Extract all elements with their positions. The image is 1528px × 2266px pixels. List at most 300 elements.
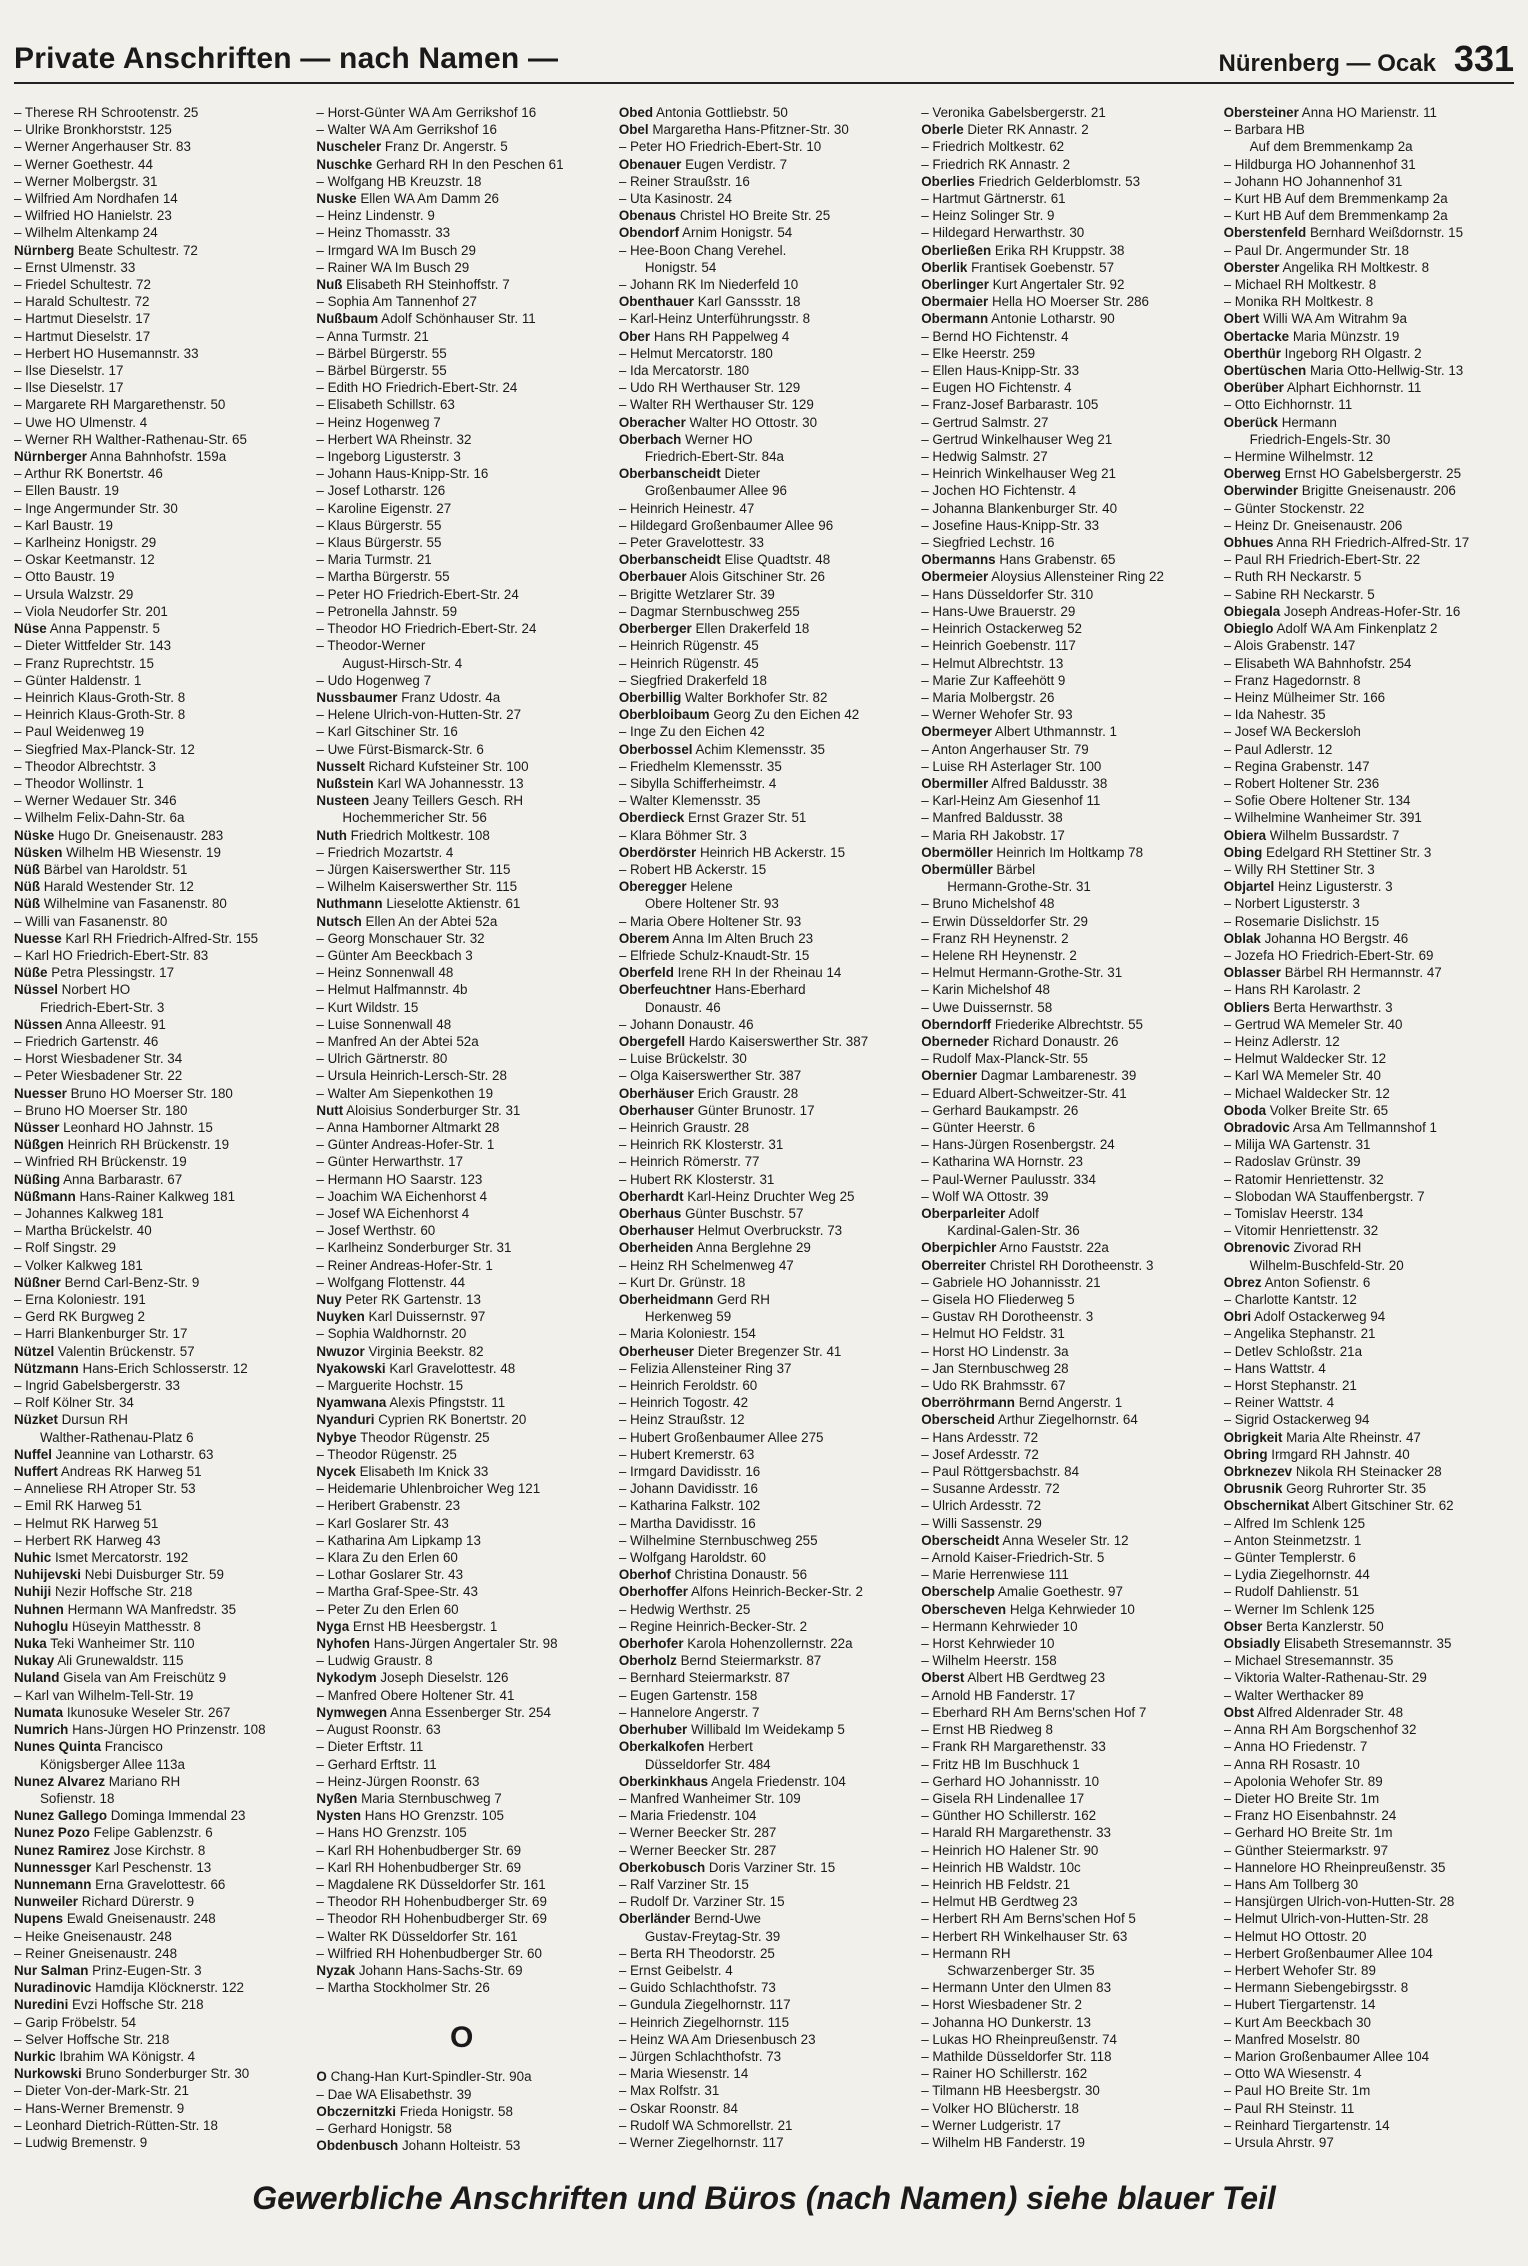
entry-text: – Josef Werthstr. 60: [316, 1223, 436, 1239]
list-item: [1224, 895, 1514, 912]
entry-text: Margaretha Hans-Pfitzner-Str. 30: [652, 122, 849, 138]
surname: Nuthmann: [316, 896, 383, 912]
entry-text: – Herbert Wehofer Str. 89: [1223, 1962, 1376, 1978]
surname: Nunez Alvarez: [14, 1773, 106, 1789]
list-item: [316, 156, 606, 173]
list-item: [921, 1669, 1211, 1686]
entry-text: Karl RH Friedrich-Alfred-Str. 155: [65, 930, 259, 946]
surname: Obermann: [921, 311, 989, 327]
surname: Obergefell: [618, 1033, 686, 1049]
list-item: [921, 2134, 1211, 2151]
list-item: [921, 809, 1211, 826]
list-item: [316, 1325, 606, 1342]
list-item: [1224, 534, 1514, 551]
surname: Oberkalkofen: [618, 1739, 705, 1755]
entry-text: – Robert Holtener Str. 236: [1223, 775, 1380, 791]
surname: Obenthauer: [618, 294, 694, 310]
list-item: [14, 1549, 304, 1566]
entry-text: – Anna Hamborner Altmarkt 28: [316, 1119, 500, 1135]
entry-text: – Heinrich Goebenstr. 117: [921, 638, 1076, 654]
list-item: [921, 1652, 1211, 1669]
entry-text: – Ludwig Graustr. 8: [316, 1653, 433, 1669]
list-item: [619, 1050, 909, 1067]
entry-text: – Herbert RH Am Berns'schen Hof 5: [921, 1911, 1136, 1927]
entry-text: Elise Quadtstr. 48: [724, 552, 831, 568]
list-item: [1224, 913, 1514, 930]
list-item: [921, 1824, 1211, 1841]
list-item: [1224, 999, 1514, 1016]
entry-text: – Gabriele HO Johannisstr. 21: [921, 1274, 1101, 1290]
entry-text: Alexis Pfingststr. 11: [389, 1395, 506, 1411]
entry-text: Richard Kufsteiner Str. 100: [368, 758, 529, 774]
surname: Oblasser: [1223, 965, 1281, 981]
list-item: [14, 1962, 304, 1979]
surname: Obertüschen: [1223, 363, 1307, 379]
list-item: [921, 637, 1211, 654]
entry-text: – Karl RH Hohenbudberger Str. 69: [316, 1842, 522, 1858]
list-item: [619, 999, 909, 1016]
entry-text: – Uta Kasinostr. 24: [618, 191, 732, 207]
entry-text: – Anneliese RH Atroper Str. 53: [14, 1481, 196, 1497]
surname: Nüß: [14, 879, 41, 895]
list-item: [316, 1343, 606, 1360]
entry-text: Bruno HO Moerser Str. 180: [70, 1085, 233, 1101]
entry-text: – Josef Lotharstr. 126: [316, 483, 446, 499]
entry-text: – Reinhard Tiergartenstr. 14: [1223, 2117, 1390, 2133]
entry-text: Anna HO Marienstr. 11: [1301, 105, 1437, 120]
list-item: [921, 706, 1211, 723]
entry-text: – Ulrich Ardesstr. 72: [921, 1498, 1042, 1514]
entry-text: Heinz Ligusterstr. 3: [1277, 879, 1393, 895]
list-item: [1224, 1136, 1514, 1153]
entry-text: Kardinal-Galen-Str. 36: [947, 1223, 1080, 1239]
list-item: [316, 930, 606, 947]
entry-text: – Lydia Ziegelhornstr. 44: [1223, 1567, 1370, 1583]
list-item: [1224, 1239, 1514, 1256]
list-item: [316, 1807, 606, 1824]
entry-text: – Arthur RK Bonertstr. 46: [14, 466, 163, 482]
list-item: [619, 1171, 909, 1188]
list-item: [619, 1532, 909, 1549]
list-item: [316, 414, 606, 431]
entry-text: Harald Westender Str. 12: [43, 879, 194, 895]
list-item: [1224, 930, 1514, 947]
list-item: [619, 1566, 909, 1583]
list-item: [14, 2100, 304, 2117]
surname: Nyanduri: [316, 1412, 375, 1428]
entry-text: – Gerhard HO Breite Str. 1m: [1223, 1825, 1393, 1841]
entry-text: – Heinrich HO Halener Str. 90: [921, 1842, 1099, 1858]
entry-text: – Heinz Mülheimer Str. 166: [1223, 689, 1386, 705]
entry-text: Chang-Han Kurt-Spindler-Str. 90a: [330, 2069, 532, 2085]
list-item: [1224, 482, 1514, 499]
list-item: [619, 1928, 909, 1945]
surname: Nunez Gallego: [14, 1808, 108, 1824]
list-item: [316, 878, 606, 895]
list-item: [14, 1136, 304, 1153]
surname: Nüske: [14, 827, 55, 843]
list-item: [1224, 2151, 1514, 2154]
entry-text: Anna Im Alten Bruch 23: [672, 930, 814, 946]
entry-text: – Eugen HO Fichtenstr. 4: [921, 380, 1072, 396]
list-item: [316, 328, 606, 345]
entry-text: Antonie Lotharstr. 90: [991, 311, 1115, 327]
entry-text: Kurt Angertaler Str. 92: [992, 277, 1125, 293]
entry-text: Andreas RK Harweg 51: [60, 1464, 202, 1480]
entry-text: Arnim Honigstr. 54: [682, 225, 793, 241]
list-item: [316, 1257, 606, 1274]
entry-text: Christina Donaustr. 56: [674, 1567, 808, 1583]
list-item: [14, 362, 304, 379]
entry-text: – Eberhard RH Am Berns'schen Hof 7: [921, 1704, 1147, 1720]
entry-text: – Walter RH Werthauser Str. 129: [618, 397, 814, 413]
list-item: [14, 1945, 304, 1962]
entry-text: Ernst HO Gabelsbergerstr. 25: [1284, 466, 1462, 482]
entry-text: – Anna Turmstr. 21: [316, 328, 429, 344]
list-item: [14, 689, 304, 706]
entry-text: – Udo RH Werthauser Str. 129: [618, 380, 801, 396]
entry-text: Erich Graustr. 28: [697, 1085, 799, 1101]
list-item: [921, 465, 1211, 482]
entry-text: – Marie Herrenwiese 111: [921, 1567, 1069, 1583]
list-item: [619, 930, 909, 947]
list-item: [619, 104, 909, 121]
entry-text: – Gustav RH Dorotheenstr. 3: [921, 1309, 1094, 1325]
entry-text: – Elisabeth WA Bahnhofstr. 254: [1223, 655, 1412, 671]
list-item: [316, 1566, 606, 1583]
entry-text: – Karl Baustr. 19: [14, 517, 113, 533]
list-item: [619, 2134, 909, 2151]
entry-text: – Ernst HB Riedweg 8: [921, 1722, 1053, 1738]
list-item: [14, 947, 304, 964]
entry-text: – Ulrike Bronkhorststr. 125: [14, 122, 172, 138]
entry-text: – Horst HO Lindenstr. 3a: [921, 1343, 1069, 1359]
entry-text: – Willi Sassenstr. 29: [921, 1515, 1042, 1531]
entry-text: Christel HO Breite Str. 25: [679, 208, 831, 224]
entry-text: – Kurt HB Auf dem Bremmenkamp 2a: [1223, 191, 1448, 207]
entry-text: – Ingrid Gabelsbergerstr. 33: [14, 1378, 180, 1394]
surname: Oberröhrmann: [921, 1395, 1015, 1411]
list-item: [316, 345, 606, 362]
entry-text: – Johann Donaustr. 46: [618, 1016, 754, 1032]
entry-text: Hans RH Pappelweg 4: [653, 328, 790, 344]
entry-text: – Milija WA Gartenstr. 31: [1223, 1137, 1371, 1153]
list-item: [14, 156, 304, 173]
entry-text: – Oskar Keetmanstr. 12: [14, 552, 155, 568]
list-item: [921, 1429, 1211, 1446]
entry-text: – Siegfried Lechstr. 16: [921, 535, 1055, 551]
entry-text: – Heinrich Heinestr. 47: [618, 500, 755, 516]
list-item: [619, 2031, 909, 2048]
entry-text: Karl WA Johannesstr. 13: [377, 775, 524, 791]
entry-text: Maria Alte Rheinstr. 47: [1286, 1429, 1421, 1445]
entry-text: – Hans RH Karolastr. 2: [1223, 982, 1361, 998]
list-item: [1224, 1067, 1514, 1084]
entry-text: – Hubert Großenbaumer Allee 275: [618, 1429, 824, 1445]
list-item: [921, 568, 1211, 585]
list-item: [1224, 689, 1514, 706]
entry-text: Hamdija Klöcknerstr. 122: [95, 1980, 244, 1996]
list-item: [619, 1515, 909, 1532]
surname: Ober: [618, 328, 651, 344]
entry-text: Obere Holtener Str. 93: [644, 896, 779, 912]
entry-text: – Gertrud Winkelhauser Weg 21: [921, 431, 1113, 447]
surname: Oboda: [1223, 1102, 1267, 1118]
list-item: [619, 827, 909, 844]
list-item: [14, 1463, 304, 1480]
entry-text: Prinz-Eugen-Str. 3: [92, 1962, 202, 1978]
column-1: [14, 104, 304, 2154]
entry-text: Anna Berglehne 29: [696, 1240, 811, 1256]
entry-text: – Regine Heinrich-Becker-Str. 2: [618, 1618, 808, 1634]
surname: Oberberger: [618, 621, 692, 637]
surname: Obschernikat: [1223, 1498, 1310, 1514]
surname: Oberlinger: [921, 277, 989, 293]
entry-text: – August Roonstr. 63: [316, 1722, 441, 1738]
entry-text: – Kurt Am Beeckbach 30: [1223, 2014, 1372, 2030]
list-item: [316, 1669, 606, 1686]
entry-text: Maria Sternbuschweg 7: [361, 1790, 502, 1806]
list-item: [1224, 1343, 1514, 1360]
list-item: [619, 1188, 909, 1205]
list-item: [14, 620, 304, 637]
entry-text: Ernst Grazer Str. 51: [688, 810, 807, 826]
surname: Oberhaus: [618, 1206, 682, 1221]
list-item: [921, 913, 1211, 930]
list-item: [316, 1033, 606, 1050]
list-item: [316, 1859, 606, 1876]
surname: Nüßgen: [14, 1137, 64, 1153]
entry-text: Franz Dr. Angerstr. 5: [384, 139, 508, 155]
entry-text: Hüseyin Matthesstr. 8: [72, 1618, 201, 1634]
list-item: [316, 586, 606, 603]
entry-text: – Dieter Wittfelder Str. 143: [14, 638, 172, 654]
list-item: [14, 2065, 304, 2082]
list-item: [921, 1842, 1211, 1859]
list-item: [14, 1515, 304, 1532]
surname: Oberacher: [618, 414, 686, 430]
list-item: [316, 792, 606, 809]
entry-text: – Franz Hagedornstr. 8: [1223, 672, 1361, 688]
list-item: [316, 2120, 606, 2137]
surname: Oberfeld: [618, 965, 674, 981]
entry-text: – Harri Blankenburger Str. 17: [14, 1326, 188, 1342]
entry-text: – Theodor Rügenstr. 25: [316, 1446, 457, 1462]
entry-text: – Irmgard Davidisstr. 16: [618, 1464, 761, 1480]
list-item: [921, 1016, 1211, 1033]
entry-text: – Guido Schlachthofstr. 73: [618, 1980, 776, 1996]
entry-text: Theodor Rügenstr. 25: [360, 1429, 490, 1445]
entry-text: – Michael RH Moltkestr. 8: [1223, 277, 1377, 293]
entry-text: – Ratomir Henriettenstr. 32: [1223, 1171, 1384, 1187]
entry-text: – Hans Am Tollberg 30: [1223, 1876, 1359, 1892]
entry-text: Karl Duissernstr. 97: [368, 1309, 486, 1325]
entry-text: – Wolfgang Haroldstr. 60: [618, 1550, 766, 1566]
entry-text: Albert Gitschiner Str. 62: [1312, 1498, 1454, 1514]
surname: Obendorf: [618, 225, 680, 241]
list-item: [14, 637, 304, 654]
entry-text: – Luise Sonnenwall 48: [316, 1016, 452, 1032]
list-item: [14, 1343, 304, 1360]
entry-text: Berta Kanzlerstr. 50: [1266, 1618, 1384, 1634]
list-item: [921, 1583, 1211, 1600]
list-item: [316, 1085, 606, 1102]
entry-text: – Uwe HO Ulmenstr. 4: [14, 414, 148, 430]
list-item: [619, 637, 909, 654]
list-item: [1224, 517, 1514, 534]
entry-text: Anna RH Friedrich-Alfred-Str. 17: [1276, 535, 1470, 551]
entry-text: Virginia Beekstr. 82: [368, 1343, 484, 1359]
surname: Nuy: [316, 1292, 342, 1308]
entry-text: – Regina Grabenstr. 147: [1223, 758, 1370, 774]
entry-text: Maria Münzstr. 19: [1292, 328, 1400, 344]
entry-text: – Martha Davidisstr. 16: [618, 1515, 756, 1531]
entry-text: Dominga Immendal 23: [110, 1808, 246, 1824]
list-item: [1224, 1859, 1514, 1876]
list-item: [1224, 1652, 1514, 1669]
entry-text: – Heinrich RK Klosterstr. 31: [618, 1137, 784, 1153]
entry-text: – Georg Monschauer Str. 32: [316, 930, 485, 946]
list-item: [316, 964, 606, 981]
entry-text: – Edith HO Friedrich-Ebert-Str. 24: [316, 380, 518, 396]
surname: Nüß: [14, 861, 41, 877]
entry-text: – Robert HB Ackerstr. 15: [618, 861, 767, 877]
entry-text: – Paul Röttgersbachstr. 84: [921, 1464, 1080, 1480]
entry-text: – Michael Stresemannstr. 35: [1223, 1653, 1394, 1669]
list-item: [316, 1016, 606, 1033]
entry-text: – Werner Im Schlenk 125: [1223, 1601, 1375, 1617]
list-item: [1224, 1721, 1514, 1738]
list-item: [619, 1222, 909, 1239]
list-item: [316, 1635, 606, 1652]
list-item: [921, 1687, 1211, 1704]
entry-text: Friedrich-Ebert-Str. 84a: [644, 449, 784, 465]
list-item: [921, 224, 1211, 241]
list-item: [1224, 2134, 1514, 2151]
list-item: [14, 827, 304, 844]
list-item: [619, 1859, 909, 1876]
entry-text: Sofienstr. 18: [40, 1790, 115, 1806]
entry-text: – Hermann RH: [921, 1945, 1011, 1961]
list-item: [316, 1704, 606, 1721]
surname: Obring: [1223, 1446, 1268, 1462]
entry-text: – Angelika Stephanstr. 21: [1223, 1326, 1376, 1342]
list-item: [1224, 568, 1514, 585]
entry-text: Wilhelm-Buschfeld-Str. 20: [1249, 1257, 1404, 1273]
surname: Nüß: [14, 896, 41, 912]
entry-text: Hans-Rainer Kalkweg 181: [79, 1188, 236, 1204]
list-item: [14, 328, 304, 345]
surname: Nüssen: [14, 1016, 63, 1032]
surname: Nurkic: [14, 2048, 56, 2064]
entry-text: – Olga Kaiserswerther Str. 387: [618, 1068, 802, 1084]
list-item: [316, 293, 606, 310]
entry-text: Wilhelm Bussardstr. 7: [1269, 827, 1400, 843]
entry-text: Ellen Drakerfeld 18: [695, 621, 810, 637]
list-item: [14, 431, 304, 448]
entry-text: Ernst HB Heesbergstr. 1: [352, 1618, 498, 1634]
list-item: [619, 1773, 909, 1790]
surname: Nüßner: [14, 1274, 61, 1290]
entry-text: – Günter Heerstr. 6: [921, 1119, 1036, 1135]
list-item: [1224, 1979, 1514, 1996]
list-item: [921, 173, 1211, 190]
list-item: [921, 1549, 1211, 1566]
entry-text: Hermann: [1281, 414, 1337, 430]
surname: Oberhof: [618, 1567, 671, 1583]
entry-text: – Jürgen Kaiserswerther Str. 115: [316, 861, 511, 877]
list-item: [14, 1067, 304, 1084]
list-item: [14, 1257, 304, 1274]
entry-text: – Hubert RK Klosterstr. 31: [618, 1171, 775, 1187]
list-item: [316, 1721, 606, 1738]
list-item: [316, 259, 606, 276]
entry-text: – Lothar Goslarer Str. 43: [316, 1567, 464, 1583]
surname: Nurkowski: [14, 2066, 82, 2082]
entry-text: Alfred Aldenrader Str. 48: [1257, 1704, 1404, 1720]
entry-text: – Horst Wiesbadener Str. 2: [921, 1997, 1082, 2013]
entry-text: – Wolf WA Ottostr. 39: [921, 1188, 1049, 1204]
list-item: [921, 2048, 1211, 2065]
entry-text: – Norbert Ligusterstr. 3: [1223, 896, 1360, 912]
list-item: [316, 1979, 606, 1996]
list-item: [921, 844, 1211, 861]
entry-text: – Ernst Ulmenstr. 33: [14, 259, 136, 275]
list-item: [14, 1618, 304, 1635]
entry-text: – Karl Goslarer Str. 43: [316, 1515, 449, 1531]
list-item: [921, 775, 1211, 792]
surname: Oberthür: [1223, 345, 1281, 361]
surname: Obertacke: [1223, 328, 1290, 344]
list-item: [1224, 1429, 1514, 1446]
list-item: [921, 1704, 1211, 1721]
list-item: [921, 1067, 1211, 1084]
entry-text: – Heinrich Rügenstr. 45: [618, 638, 759, 654]
entry-text: Ibrahim WA Königstr. 4: [59, 2048, 196, 2064]
surname: Obradovic: [1223, 1119, 1290, 1135]
surname: Oberhoffer: [618, 1584, 689, 1600]
surname: Nuesser: [14, 1085, 67, 1101]
entry-text: – Rudolf Dahlienstr. 51: [1223, 1584, 1360, 1600]
list-item: [1224, 207, 1514, 224]
list-item: [921, 1756, 1211, 1773]
entry-text: – Ellen Haus-Knipp-Str. 33: [921, 363, 1080, 379]
list-item: [921, 723, 1211, 740]
list-item: [1224, 190, 1514, 207]
surname: Obermiller: [921, 775, 989, 791]
list-item: [316, 637, 606, 654]
entry-text: [921, 2152, 1053, 2154]
entry-text: – Detlev Schloßstr. 21a: [1223, 1343, 1363, 1359]
entry-text: – Karlheinz Sonderburger Str. 31: [316, 1240, 512, 1256]
list-item: [1224, 758, 1514, 775]
entry-text: Wilhelm HB Wiesenstr. 19: [66, 844, 221, 860]
entry-text: – Ingeborg Ligusterstr. 3: [316, 449, 461, 465]
list-item: [316, 2086, 606, 2103]
entry-text: Auf dem Bremmenkamp 2a: [1249, 139, 1413, 155]
entry-text: – Heinz WA Am Driesenbusch 23: [618, 2031, 816, 2047]
entry-text: – Katharina Am Lipkamp 13: [316, 1532, 481, 1548]
entry-text: – Michael Waldecker Str. 12: [1223, 1085, 1390, 1101]
entry-text: – Theodor Albrechtstr. 3: [14, 758, 156, 774]
list-item: [1224, 1583, 1514, 1600]
entry-text: Bärbel RH Hermannstr. 47: [1284, 965, 1442, 981]
list-item: [316, 1274, 606, 1291]
surname: Oberscheid: [921, 1412, 995, 1428]
entry-text: – Helmut Albrechtstr. 13: [921, 655, 1064, 671]
entry-text: Gisela van Am Freischütz 9: [63, 1670, 227, 1686]
list-item: [619, 672, 909, 689]
